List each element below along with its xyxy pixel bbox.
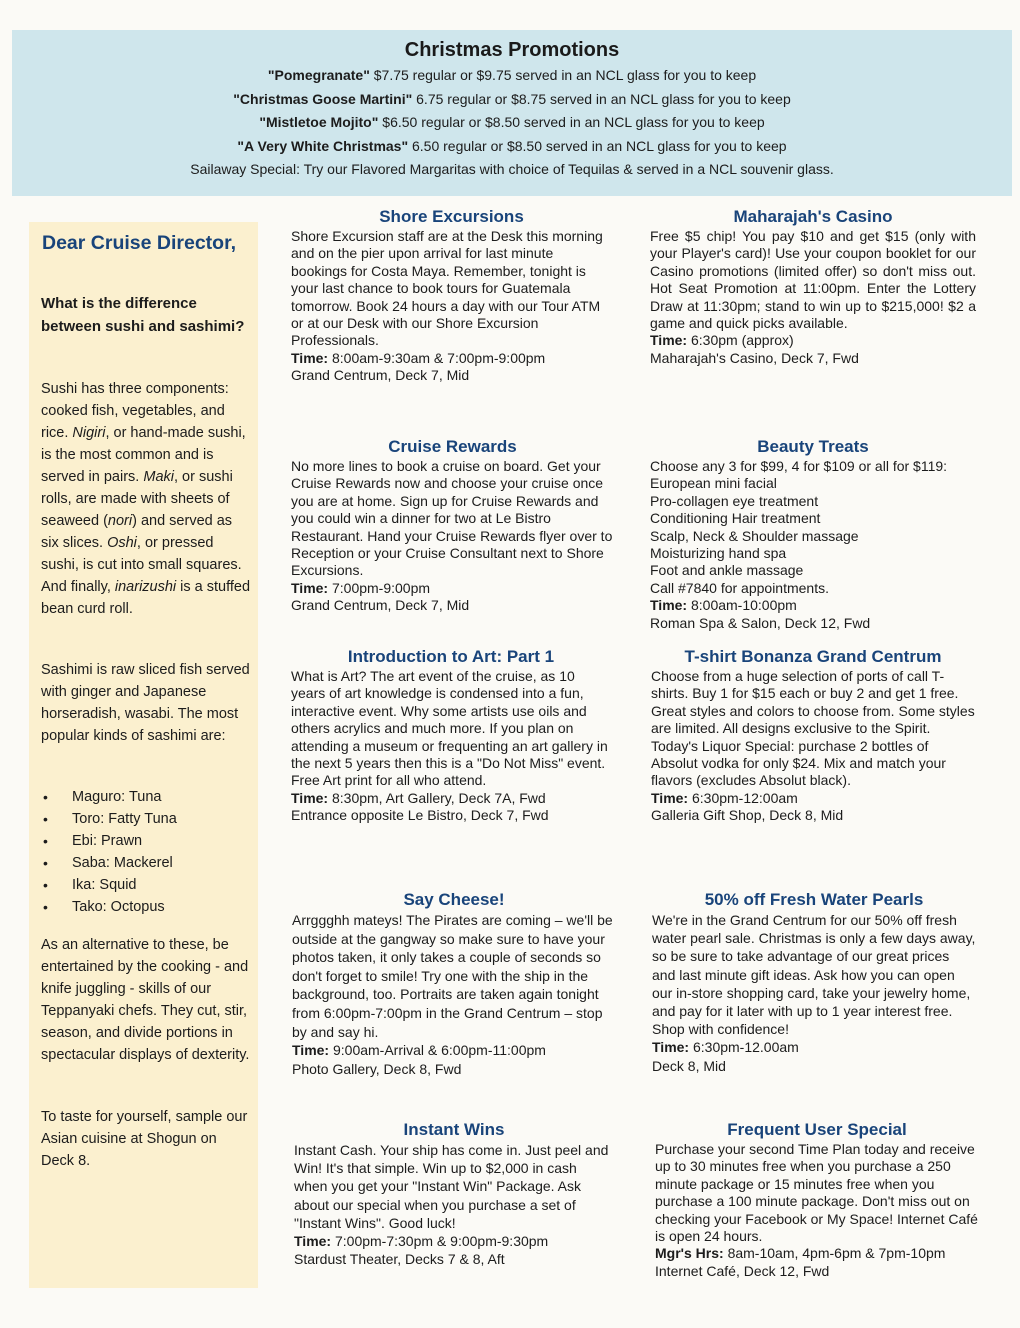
list-item: • Maguro: Tuna bbox=[41, 786, 177, 808]
time-label: Time: bbox=[650, 332, 688, 349]
casino-section bbox=[650, 207, 976, 367]
section-title: Shore Excursions bbox=[379, 207, 524, 226]
sidebar-title: Dear Cruise Director, bbox=[42, 232, 237, 254]
section-title: T-shirt Bonanza Grand Centrum bbox=[684, 647, 942, 666]
section-location: Maharajah's Casino, Deck 7, Fwd bbox=[650, 349, 859, 366]
section-body: Arrggghh mateys! The Pirates are coming – we'll be outside at the gangway so make sure to have your photos taken, it only takes a couple of seconds so don't forget to smile! Try one with the ship in the background, too. Portraits are taken again tonight from 6:00pm-7:00pm in the Grand Centrum – stop by and say hi. bbox=[292, 912, 613, 1040]
time-value: 7:00pm-7:30pm & 9:00pm-9:30pm bbox=[331, 1233, 549, 1250]
section-time bbox=[655, 1245, 979, 1262]
beauty-treats-section bbox=[650, 437, 976, 632]
section-time bbox=[291, 580, 614, 597]
promo-item-text: 6.75 regular or $8.75 served in an NCL glass for you to keep bbox=[412, 90, 791, 107]
text-run: , or pressed sushi, is cut into small squares. And finally, bbox=[41, 535, 242, 595]
promotions-title: Christmas Promotions bbox=[404, 39, 620, 61]
section-line: Moisturizing hand spa bbox=[650, 545, 787, 562]
list-item: • Toro: Fatty Tuna bbox=[41, 808, 177, 830]
frequent-user-section bbox=[655, 1120, 979, 1280]
section-body: Free $5 chip! You pay $10 and get $15 (only with your Player's card)! Use your coupon booklet for our Casino promotions (limited offer) so don't miss out. Hot Seat Promotion at 11:00pm. Enter the Lottery Draw at 11:30pm; stand to win up to $215,000! $2 a game and quick picks available. bbox=[650, 228, 976, 332]
shogun-paragraph: To taste for yourself, sample our Asian cuisine at Shogun on Deck 8. bbox=[41, 1109, 248, 1169]
sashimi-paragraph: Sashimi is raw sliced fish served with ginger and Japanese horseradish, wasabi. The most popular kinds of sashimi are: bbox=[41, 662, 250, 744]
time-value: 8:00am-9:30am & 7:00pm-9:00pm bbox=[328, 349, 546, 366]
section-body: No more lines to book a cruise on board. Get your Cruise Rewards now and choose your cruise once you are at home. Sign up for Cruise Rewards and you could win a dinner for two at Le Bistro Restaurant. Hand your Cruise Rewards flyer over to Reception or your Cruise Consultant next to Shore Excursions. bbox=[291, 458, 613, 579]
time-value: 8:00am-10:00pm bbox=[687, 597, 797, 614]
sidebar-question: What is the difference between sushi and sashimi? bbox=[41, 295, 245, 335]
section-line: Call #7840 for appointments. bbox=[650, 579, 829, 596]
section-body: Shore Excursion staff are at the Desk this morning and on the pier upon arrival for last minute bookings for Costa Maya. Remember, tonight is your last chance to book tours for Guatemala tomorrow. Book 24 hours a day with our Tour ATM or at our Desk with our Shore Excursion Professionals. bbox=[291, 228, 603, 349]
time-label: Time: bbox=[291, 789, 329, 806]
time-label: Time: bbox=[650, 597, 688, 614]
promo-item bbox=[12, 88, 1012, 112]
time-label: Time: bbox=[291, 349, 329, 366]
list-item: • Ika: Squid bbox=[41, 874, 177, 896]
term-nori: nori bbox=[107, 513, 133, 529]
section-body: Instant Cash. Your ship has come in. Just peel and Win! It's that simple. Win up to $2,000 in cash when you get your "Instant Win" Package. Ask about our special when you purchase a set of "Instant Wins". Good luck! bbox=[294, 1142, 609, 1231]
section-title: Frequent User Special bbox=[727, 1120, 907, 1139]
section-time bbox=[292, 1041, 616, 1060]
term-oshi: Oshi bbox=[107, 535, 137, 551]
section-title: 50% off Fresh Water Pearls bbox=[704, 890, 924, 909]
section-location: Stardust Theater, Decks 7 & 8, Aft bbox=[294, 1251, 505, 1268]
section-time bbox=[652, 1038, 976, 1056]
section-time bbox=[294, 1232, 614, 1250]
cruise-rewards-section bbox=[291, 437, 614, 615]
section-body: We're in the Grand Centrum for our 50% off fresh water pearl sale. Christmas is only a few days away, so be sure to take advantage of our great prices and last minute gift ideas. Ask how you can open our in-store shopping card, take your jewelry home, and pay for it later with up to 1 year interest free. Shop with confidence! bbox=[652, 912, 976, 1038]
section-line: Conditioning Hair treatment bbox=[650, 510, 821, 527]
promo-item bbox=[12, 64, 1012, 88]
time-label: Mgr's Hrs: bbox=[655, 1245, 724, 1262]
section-line: Scalp, Neck & Shoulder massage bbox=[650, 527, 859, 544]
section-title: Beauty Treats bbox=[757, 437, 869, 456]
section-location: Galleria Gift Shop, Deck 8, Mid bbox=[651, 807, 844, 824]
teppanyaki-paragraph: As an alternative to these, be entertained by the cooking - and knife juggling - skills of our Teppanyaki chefs. They cut, stir, season, and divide portions in spectacular displays of dexterity. bbox=[41, 937, 250, 1063]
shore-excursions-section bbox=[291, 207, 612, 385]
tshirt-section bbox=[651, 647, 975, 825]
time-label: Time: bbox=[292, 1042, 330, 1059]
text-run: Sushi has three components: cooked fish, vegetables, and rice. bbox=[41, 381, 229, 441]
promo-item-name: "Pomegranate" bbox=[267, 67, 370, 83]
text-run: is a stuffed bean curd roll. bbox=[41, 579, 251, 617]
section-line: Pro-collagen eye treatment bbox=[650, 492, 819, 509]
section-title: Say Cheese! bbox=[403, 890, 505, 909]
time-value: 6:30pm (approx) bbox=[687, 332, 794, 349]
section-location: Entrance opposite Le Bistro, Deck 7, Fwd bbox=[291, 807, 549, 824]
list-item: • Tako: Octopus bbox=[41, 896, 177, 918]
christmas-promotions-banner bbox=[12, 30, 1012, 196]
list-item: • Saba: Mackerel bbox=[41, 852, 177, 874]
text-run: ) and served as six slices. bbox=[41, 513, 233, 551]
section-time bbox=[291, 350, 612, 367]
section-time bbox=[651, 790, 975, 807]
time-label: Time: bbox=[652, 1039, 690, 1056]
section-location: Internet Café, Deck 12, Fwd bbox=[655, 1262, 830, 1279]
promo-item-name: "Mistletoe Mojito" bbox=[259, 114, 379, 130]
term-inarizushi: inarizushi bbox=[114, 579, 177, 595]
promo-item bbox=[12, 135, 1012, 159]
promo-item-text: 6.50 regular or $8.50 served in an NCL glass for you to keep bbox=[408, 137, 787, 154]
pearls-section bbox=[652, 890, 976, 1075]
time-value: 8am-10am, 4pm-6pm & 7pm-10pm bbox=[723, 1245, 946, 1262]
time-value: 9:00am-Arrival & 6:00pm-11:00pm bbox=[329, 1042, 546, 1059]
promo-item-text: $7.75 regular or $9.75 served in an NCL glass for you to keep bbox=[369, 67, 757, 83]
time-label: Time: bbox=[291, 579, 329, 596]
section-time bbox=[291, 790, 611, 807]
section-location: Deck 8, Mid bbox=[652, 1057, 726, 1074]
say-cheese-section bbox=[292, 890, 616, 1078]
section-location: Roman Spa & Salon, Deck 12, Fwd bbox=[650, 614, 871, 631]
section-title: Introduction to Art: Part 1 bbox=[347, 647, 555, 666]
section-line: European mini facial bbox=[650, 475, 777, 492]
art-section bbox=[291, 647, 611, 825]
promo-item-name: "Christmas Goose Martini" bbox=[233, 90, 413, 107]
time-value: 8:30pm, Art Gallery, Deck 7A, Fwd bbox=[328, 789, 546, 806]
section-location: Photo Gallery, Deck 8, Fwd bbox=[292, 1060, 462, 1077]
text-run: , or sushi rolls, are made with sheets of seaweed ( bbox=[41, 469, 233, 529]
list-item: • Ebi: Prawn bbox=[41, 830, 177, 852]
text-run: , or hand-made sushi, is the most common and is served in pairs. bbox=[41, 425, 246, 485]
section-location: Grand Centrum, Deck 7, Mid bbox=[291, 597, 470, 614]
section-title: Instant Wins bbox=[403, 1120, 505, 1139]
section-line: Foot and ankle massage bbox=[650, 562, 804, 579]
instant-wins-section bbox=[294, 1120, 614, 1268]
promo-item bbox=[12, 111, 1012, 135]
time-value: 6:30pm-12.00am bbox=[689, 1039, 799, 1056]
section-body: Purchase your second Time Plan today and receive up to 30 minutes free when you purchase a 250 minute package or 15 minutes free when you purchase a 100 minute package. Don't miss out on checking your Facebook or My Space! Internet Café is open 24 hours. bbox=[655, 1141, 978, 1245]
section-line: Choose any 3 for $99, 4 for $109 or all for $119: bbox=[650, 458, 948, 474]
time-label: Time: bbox=[294, 1233, 332, 1250]
section-title: Maharajah's Casino bbox=[733, 207, 893, 226]
section-location: Grand Centrum, Deck 7, Mid bbox=[291, 367, 470, 384]
section-time bbox=[650, 332, 976, 349]
sailaway-special: Sailaway Special: Try our Flavored Margaritas with choice of Tequilas & served in a NCL souvenir glass. bbox=[190, 161, 834, 177]
promo-item-text: $6.50 regular or $8.50 served in an NCL glass for you to keep bbox=[378, 114, 765, 130]
sashimi-list bbox=[41, 786, 177, 918]
time-value: 7:00pm-9:00pm bbox=[328, 579, 431, 596]
time-label: Time: bbox=[651, 789, 689, 806]
term-nigiri: Nigiri bbox=[72, 425, 106, 441]
cruise-director-sidebar bbox=[29, 222, 258, 1288]
sushi-paragraph bbox=[41, 378, 251, 620]
section-title: Cruise Rewards bbox=[388, 437, 517, 456]
section-body: What is Art? The art event of the cruise, as 10 years of art knowledge is condensed into a fun, interactive event. Why some artists use oils and others acrylics and much more. If you plan on attending a museum or frequenting an art gallery in the next 5 years then this is a "Do Not Miss" event. Free Art print for all who attend. bbox=[291, 668, 608, 789]
section-time bbox=[650, 597, 976, 614]
time-value: 6:30pm-12:00am bbox=[688, 789, 798, 806]
term-maki: Maki bbox=[143, 469, 174, 485]
section-body: Choose from a huge selection of ports of call T-shirts. Buy 1 for $15 each or buy 2 and get 1 free. Great styles and colors to choose from. Some styles are limited. All designs exclusive to the Spirit. Today's Liquor Special: purchase 2 bottles of Absolut vodka for only $24. Mix and match your flavors (excludes Absolut black). bbox=[651, 668, 975, 789]
promo-item-name: "A Very White Christmas" bbox=[237, 137, 409, 154]
